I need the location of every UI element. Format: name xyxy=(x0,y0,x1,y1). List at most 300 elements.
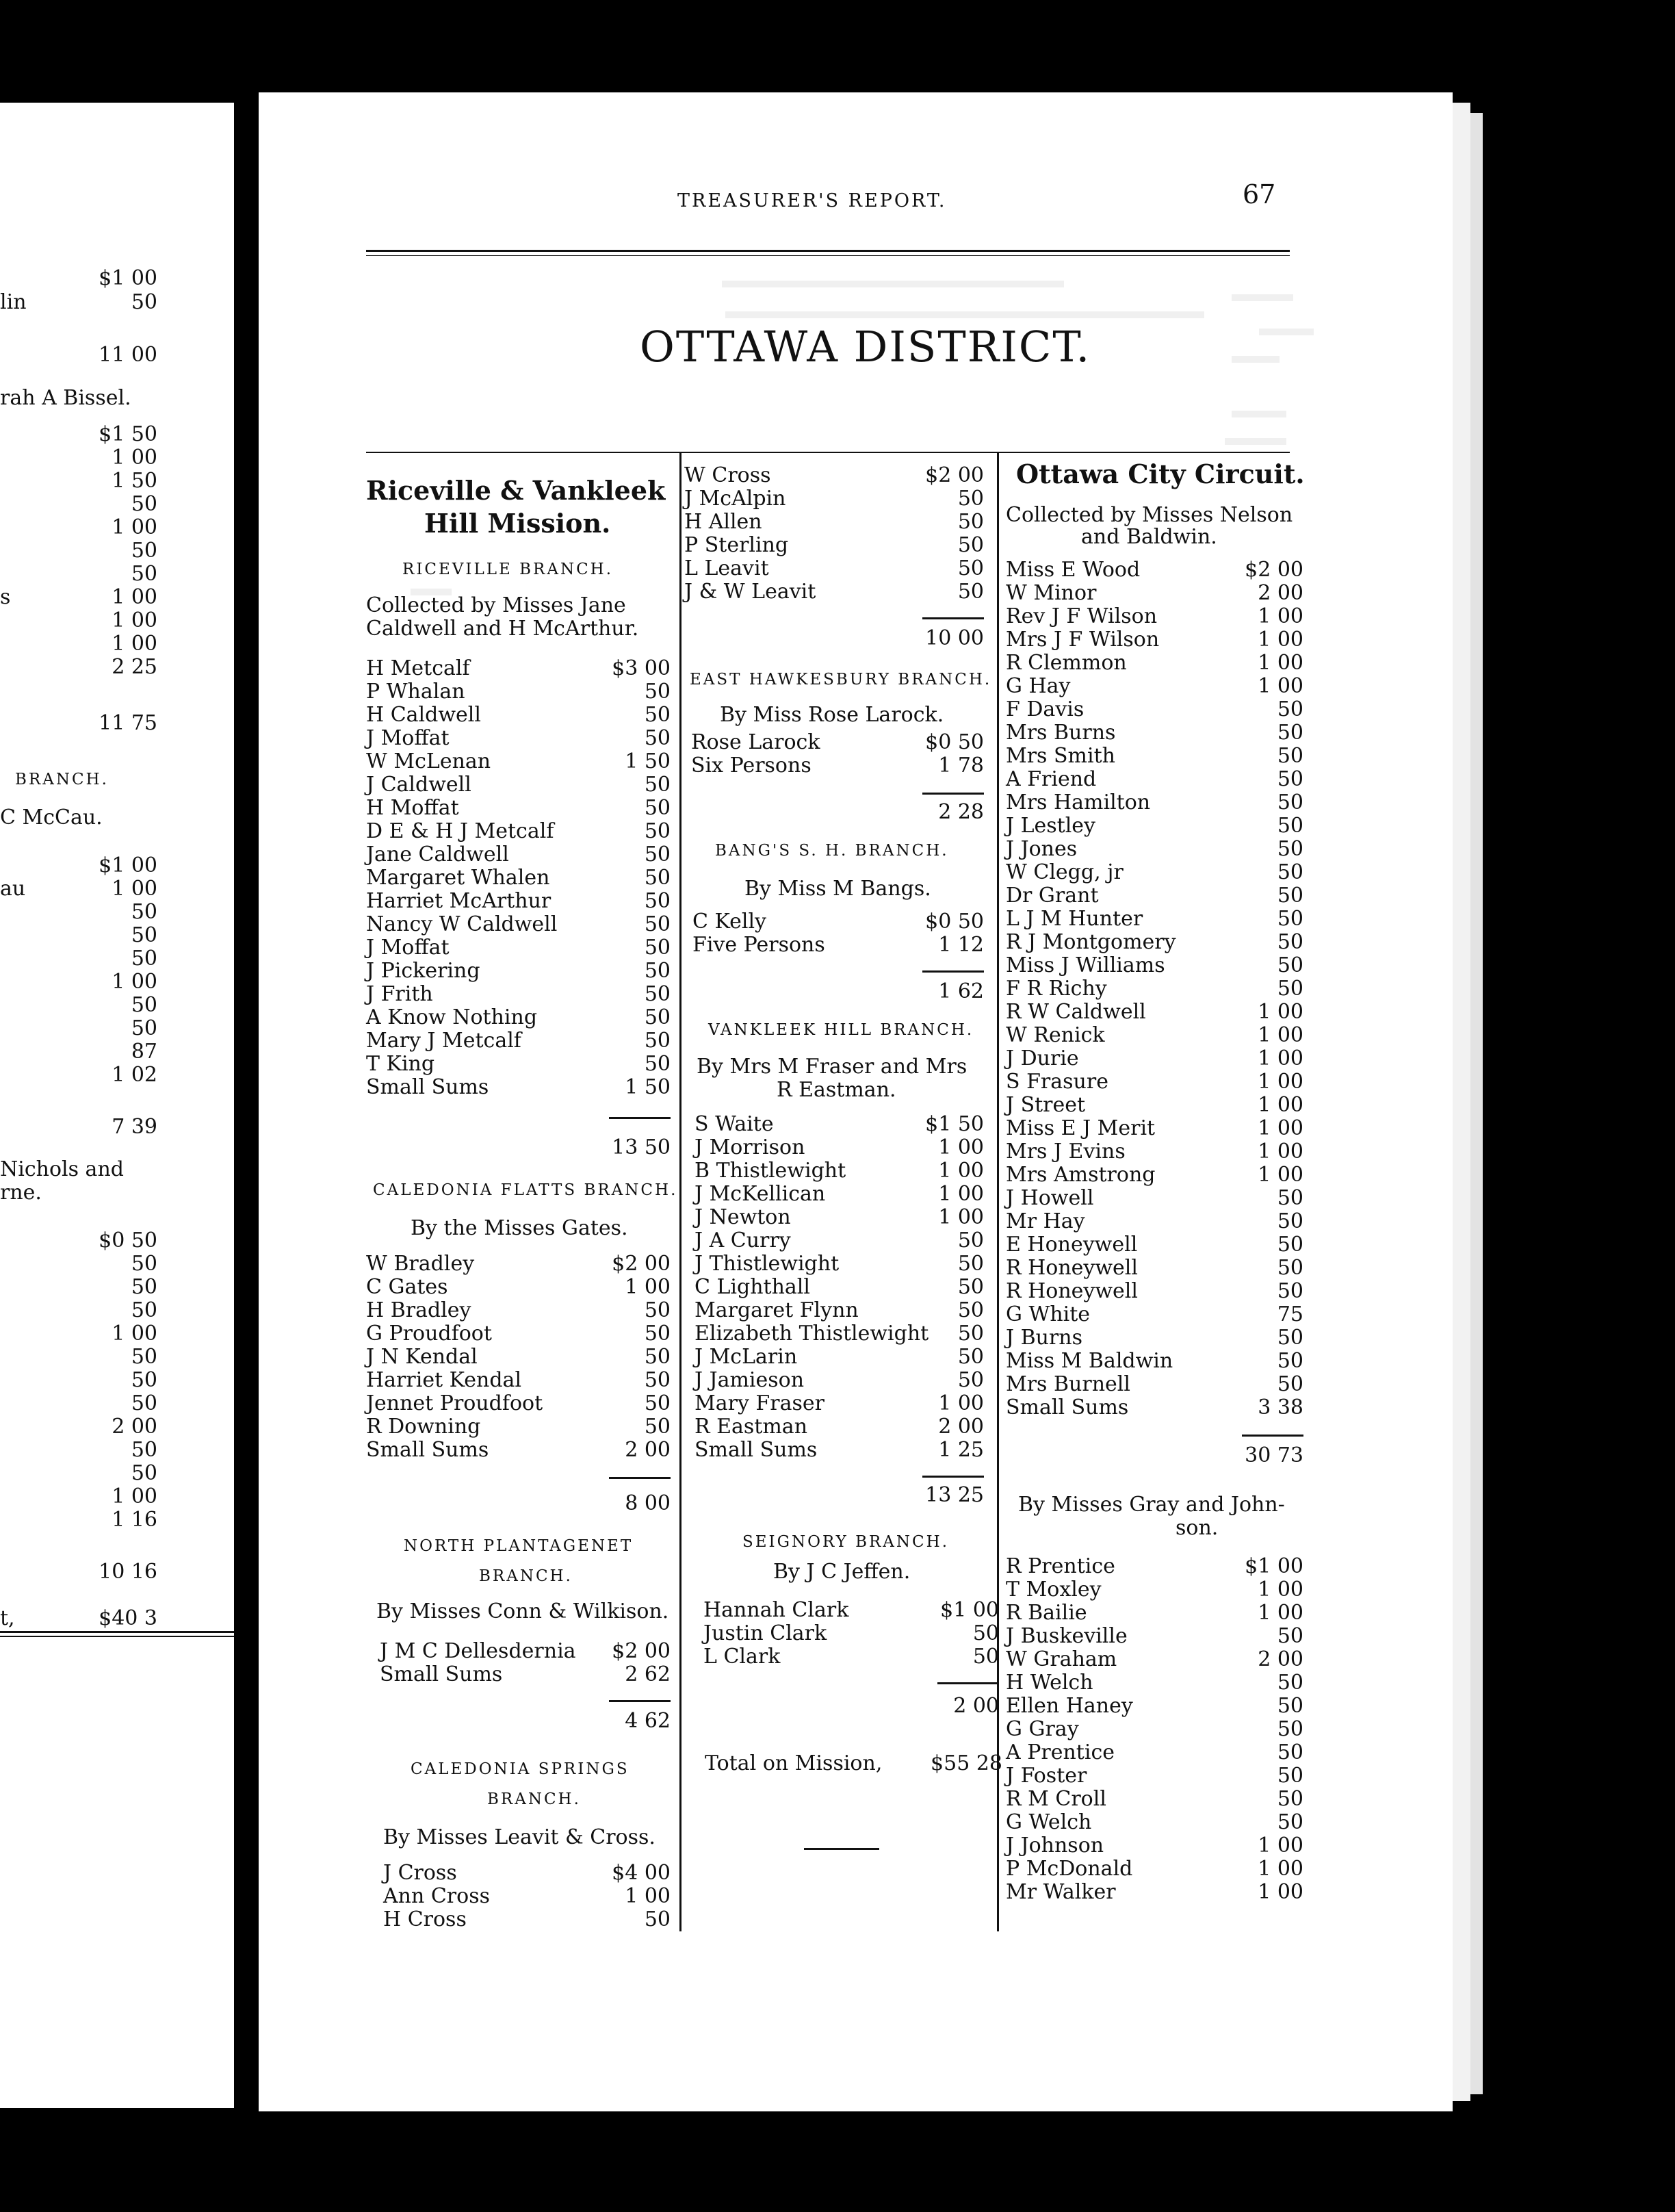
subtotal-amount: 2 00 xyxy=(953,1694,999,1718)
subtotal-amount: 30 73 xyxy=(1245,1443,1303,1467)
contributor-name: L Leavit xyxy=(684,556,769,580)
left-page-amount: $1 00 xyxy=(99,853,157,877)
amount: 50 xyxy=(644,680,671,704)
left-page-amount: 50 xyxy=(131,492,157,516)
contributor-name: J Pickering xyxy=(366,959,480,983)
amount: 1 00 xyxy=(1258,1093,1303,1117)
amount: 1 25 xyxy=(938,1438,984,1462)
header-rule-thin xyxy=(366,255,1290,256)
contributor-name: C Gates xyxy=(366,1275,448,1299)
amount: 50 xyxy=(1277,814,1303,838)
contributor-name: S Waite xyxy=(694,1112,774,1136)
contributor-name: L Clark xyxy=(703,1645,781,1669)
amount: 1 00 xyxy=(1258,1857,1303,1881)
contributor-name: H Moffat xyxy=(366,796,459,820)
contributor-name: R J Montgomery xyxy=(1006,930,1176,954)
left-page-text: s xyxy=(0,585,11,609)
contributor-name: R Downing xyxy=(366,1415,481,1439)
amount: 50 xyxy=(644,1345,671,1369)
branch-heading: BANG'S S. H. BRANCH. xyxy=(715,842,949,860)
subtotal-rule xyxy=(609,1700,671,1702)
amount: 1 00 xyxy=(938,1135,984,1159)
contributor-name: T King xyxy=(366,1052,435,1076)
amount: 50 xyxy=(1277,837,1303,861)
contributor-name: J Cross xyxy=(383,1861,457,1885)
left-page-amount: 1 00 xyxy=(112,1484,157,1508)
show-through-line xyxy=(1225,438,1286,445)
amount: 50 xyxy=(957,1252,984,1276)
amount: 1 00 xyxy=(938,1159,984,1183)
contributor-name: W McLenan xyxy=(366,749,491,773)
contributor-name: W Graham xyxy=(1006,1647,1117,1671)
amount: 1 00 xyxy=(1258,1578,1303,1602)
contributor-name: J Johnson xyxy=(1006,1834,1104,1857)
contributor-name: S Frasure xyxy=(1006,1070,1108,1094)
amount: 1 00 xyxy=(1258,674,1303,698)
contributor-name: Jane Caldwell xyxy=(366,843,509,866)
amount: 50 xyxy=(1277,860,1303,884)
contributor-name: Total on Mission, xyxy=(705,1751,883,1775)
amount: 1 00 xyxy=(1258,1046,1303,1070)
amount: 50 xyxy=(644,1052,671,1076)
contributor-name: R Clemmon xyxy=(1006,651,1127,675)
amount: 50 xyxy=(1277,1372,1303,1396)
amount: 50 xyxy=(1277,1186,1303,1210)
left-page-amount: 50 xyxy=(131,923,157,947)
amount: $55 28 xyxy=(931,1751,1002,1775)
amount: 50 xyxy=(1277,790,1303,814)
subtotal-amount: 13 50 xyxy=(612,1135,671,1159)
contributor-name: Miss J Williams xyxy=(1006,953,1165,977)
amount: 1 00 xyxy=(625,1884,671,1908)
amount: 50 xyxy=(1277,1764,1303,1788)
left-page-amount: 50 xyxy=(131,1391,157,1415)
contributor-name: Mrs J F Wilson xyxy=(1006,628,1160,652)
left-page-amount: 1 00 xyxy=(112,446,157,470)
contributor-name: G Gray xyxy=(1006,1717,1079,1741)
contributor-name: H Bradley xyxy=(366,1298,471,1322)
branch-heading: EAST HAWKESBURY BRANCH. xyxy=(690,671,992,689)
contributor-name: Mrs Hamilton xyxy=(1006,790,1151,814)
contributor-name: W Renick xyxy=(1006,1023,1105,1047)
contributor-name: J Foster xyxy=(1006,1764,1087,1788)
amount: $3 00 xyxy=(612,656,671,680)
contributor-name: Dr Grant xyxy=(1006,884,1099,908)
amount: 50 xyxy=(1277,1671,1303,1695)
amount: 50 xyxy=(1277,907,1303,931)
collector-line: R Eastman. xyxy=(777,1078,896,1102)
left-page-amount: 1 16 xyxy=(112,1508,157,1532)
amount: 1 00 xyxy=(938,1205,984,1229)
contributor-name: W Minor xyxy=(1006,581,1097,605)
subtotal-amount: 4 62 xyxy=(625,1709,671,1733)
left-page-amount: 1 02 xyxy=(112,1063,157,1087)
amount: 50 xyxy=(957,1368,984,1392)
amount: 50 xyxy=(644,1391,671,1415)
collector-line: By Miss Rose Larock. xyxy=(720,703,944,727)
left-page-amount: 50 xyxy=(131,1016,157,1040)
left-page-text: C McCau. xyxy=(0,806,103,830)
contributor-name: Ann Cross xyxy=(383,1884,490,1908)
amount: 50 xyxy=(644,1029,671,1053)
subtotal-amount: 1 62 xyxy=(938,979,984,1003)
left-page-text: rne. xyxy=(0,1181,42,1205)
amount: 1 50 xyxy=(625,1075,671,1099)
amount: 50 xyxy=(644,1298,671,1322)
subtotal-amount: 10 00 xyxy=(925,626,984,650)
amount: 50 xyxy=(644,959,671,983)
amount: 50 xyxy=(644,1322,671,1346)
left-page-amount: $1 00 xyxy=(99,266,157,290)
amount: 1 00 xyxy=(1258,1000,1303,1024)
amount: 50 xyxy=(1277,1787,1303,1811)
amount: 50 xyxy=(1277,1233,1303,1257)
contributor-name: H Cross xyxy=(383,1907,467,1931)
collector-line: Collected by Misses Jane xyxy=(366,593,626,617)
amount: 50 xyxy=(1277,744,1303,768)
contributor-name: Rose Larock xyxy=(691,730,820,754)
contributor-name: J N Kendal xyxy=(366,1345,478,1369)
contributor-name: R W Caldwell xyxy=(1006,1000,1146,1024)
collector-line: By Misses Conn & Wilkison. xyxy=(376,1599,669,1623)
contributor-name: Nancy W Caldwell xyxy=(366,912,558,936)
amount: 50 xyxy=(957,487,984,511)
amount: 50 xyxy=(644,773,671,797)
amount: 50 xyxy=(644,703,671,727)
contributor-name: R Bailie xyxy=(1006,1601,1087,1625)
amount: 1 00 xyxy=(1258,1116,1303,1140)
contributor-name: G Hay xyxy=(1006,674,1071,698)
left-page-amount: 50 xyxy=(131,1345,157,1369)
collector-line: By Misses Leavit & Cross. xyxy=(383,1825,655,1849)
contributor-name: H Welch xyxy=(1006,1671,1093,1695)
amount: 50 xyxy=(1277,1326,1303,1350)
left-page-amount: $1 50 xyxy=(99,422,157,446)
amount: 50 xyxy=(644,1368,671,1392)
left-page-amount: 50 xyxy=(131,900,157,924)
amount: 1 00 xyxy=(1258,1880,1303,1904)
contributor-name: J Street xyxy=(1006,1093,1086,1117)
collector-line: By Misses Gray and John- xyxy=(1018,1493,1285,1517)
contributor-name: Six Persons xyxy=(691,754,811,777)
contributor-name: J A Curry xyxy=(694,1229,791,1252)
amount: 50 xyxy=(1277,1717,1303,1741)
contributor-name: Small Sums xyxy=(694,1438,818,1462)
amount: 50 xyxy=(644,912,671,936)
collector-line: and Baldwin. xyxy=(1081,525,1217,549)
left-page-amount: 11 00 xyxy=(99,343,157,367)
contributor-name: Margaret Whalen xyxy=(366,866,550,890)
subtotal-rule xyxy=(609,1117,671,1119)
collector-line: By Mrs M Fraser and Mrs xyxy=(697,1055,968,1079)
branch-heading: VANKLEEK HILL BRANCH. xyxy=(708,1021,974,1039)
left-page-amount: 50 xyxy=(131,1298,157,1322)
contributor-name: J Durie xyxy=(1006,1046,1079,1070)
subtotal-rule xyxy=(609,1477,671,1479)
contributor-name: J McAlpin xyxy=(684,487,786,511)
contributor-name: J Newton xyxy=(694,1205,791,1229)
left-page-amount: 7 39 xyxy=(112,1115,157,1139)
contributor-name: J Lestley xyxy=(1006,814,1095,838)
contributor-name: Miss E Wood xyxy=(1006,558,1141,582)
subtotal-rule xyxy=(922,970,984,973)
show-through-line xyxy=(1232,294,1293,301)
left-page-text: rah A Bissel. xyxy=(0,386,131,410)
collector-line: By the Misses Gates. xyxy=(411,1216,628,1240)
left-page-amount: 1 00 xyxy=(112,970,157,994)
section-title: OTTAWA DISTRICT. xyxy=(640,322,1091,372)
amount: 50 xyxy=(1277,930,1303,954)
contributor-name: W Clegg, jr xyxy=(1006,860,1124,884)
amount: 50 xyxy=(644,1415,671,1439)
branch-heading: RICEVILLE BRANCH. xyxy=(402,561,614,578)
show-through-line xyxy=(1232,411,1286,417)
amount: 50 xyxy=(1277,1624,1303,1648)
section-heading: Ottawa City Circuit. xyxy=(1016,459,1305,489)
left-page-amount: 50 xyxy=(131,290,157,314)
contributor-name: W Bradley xyxy=(366,1252,475,1276)
page-number: 67 xyxy=(1243,179,1276,209)
contributor-name: J Jones xyxy=(1006,837,1078,861)
subtotal-rule xyxy=(937,1682,999,1684)
amount: 50 xyxy=(1277,1349,1303,1373)
left-page-text: BRANCH. xyxy=(15,771,109,788)
contributor-name: T Moxley xyxy=(1006,1578,1102,1602)
amount: 50 xyxy=(1277,953,1303,977)
amount: 1 00 xyxy=(1258,628,1303,652)
contributor-name: Mrs Amstrong xyxy=(1006,1163,1156,1187)
amount: 50 xyxy=(957,1298,984,1322)
contributor-name: J Caldwell xyxy=(366,773,471,797)
amount: 50 xyxy=(1277,697,1303,721)
amount: 2 00 xyxy=(1258,581,1303,605)
subtotal-amount: 13 25 xyxy=(925,1483,984,1507)
subtotal-rule xyxy=(922,1476,984,1478)
branch-heading: BRANCH. xyxy=(487,1790,581,1808)
contributor-name: Five Persons xyxy=(692,933,825,957)
contributor-name: Small Sums xyxy=(366,1438,489,1462)
branch-heading: NORTH PLANTAGENET xyxy=(404,1537,634,1555)
contributor-name: J Moffat xyxy=(366,726,450,750)
amount: 50 xyxy=(644,982,671,1006)
header-rule xyxy=(366,250,1290,252)
collector-line: Caldwell and H McArthur. xyxy=(366,617,639,641)
page-edge xyxy=(1470,113,1483,2094)
amount: 50 xyxy=(1277,1810,1303,1834)
amount: 50 xyxy=(957,580,984,604)
amount: 2 62 xyxy=(625,1662,671,1686)
amount: $2 00 xyxy=(925,463,984,487)
amount: 50 xyxy=(644,866,671,890)
amount: $1 00 xyxy=(1245,1554,1303,1578)
left-page-amount: $40 3 xyxy=(99,1606,157,1630)
contributor-name: H Allen xyxy=(684,510,762,534)
amount: 1 00 xyxy=(1258,651,1303,675)
contributor-name: R M Croll xyxy=(1006,1787,1106,1811)
amount: 50 xyxy=(1277,1279,1303,1303)
contributor-name: J McLarin xyxy=(694,1345,798,1369)
running-head: TREASURER'S REPORT. xyxy=(677,190,947,211)
amount: 3 38 xyxy=(1258,1396,1303,1419)
subtotal-amount: 2 28 xyxy=(938,800,984,824)
contributor-name: G Welch xyxy=(1006,1810,1092,1834)
branch-heading: SEIGNORY BRANCH. xyxy=(742,1533,950,1551)
left-page-amount: 1 00 xyxy=(112,632,157,656)
amount: 1 00 xyxy=(1258,1023,1303,1047)
contributor-name: A Friend xyxy=(1006,767,1097,791)
contributor-name: A Prentice xyxy=(1006,1740,1115,1764)
amount: 1 00 xyxy=(938,1391,984,1415)
amount: 50 xyxy=(972,1645,999,1669)
contributor-name: C Kelly xyxy=(692,910,766,934)
amount: 2 00 xyxy=(625,1438,671,1462)
left-page-text: lin xyxy=(0,290,27,314)
left-page-amount: 50 xyxy=(131,1461,157,1485)
show-through-line xyxy=(722,281,1064,287)
left-page-amount: 87 xyxy=(131,1040,157,1064)
contributor-name: Jennet Proudfoot xyxy=(366,1391,543,1415)
collector-line: Collected by Misses Nelson xyxy=(1006,503,1293,527)
branch-heading: BRANCH. xyxy=(479,1567,573,1585)
contributor-name: H Metcalf xyxy=(366,656,470,680)
amount: $1 00 xyxy=(940,1598,999,1622)
contributor-name: Small Sums xyxy=(366,1075,489,1099)
left-page-amount: 1 00 xyxy=(112,1322,157,1346)
amount: 1 00 xyxy=(1258,1070,1303,1094)
amount: 50 xyxy=(1277,1209,1303,1233)
amount: 50 xyxy=(644,843,671,866)
contributor-name: R Honeywell xyxy=(1006,1256,1138,1280)
left-page-rule xyxy=(0,1631,234,1633)
left-page-amount: 50 xyxy=(131,562,157,586)
left-page-amount: 50 xyxy=(131,1368,157,1392)
amount: $2 00 xyxy=(612,1252,671,1276)
table-top-rule xyxy=(366,452,1290,453)
contributor-name: Justin Clark xyxy=(703,1621,827,1645)
contributor-name: F R Richy xyxy=(1006,977,1107,1001)
contributor-name: G Proudfoot xyxy=(366,1322,492,1346)
contributor-name: Elizabeth Thistlewight xyxy=(694,1322,929,1346)
contributor-name: Small Sums xyxy=(1006,1396,1129,1419)
amount: 50 xyxy=(957,1322,984,1346)
contributor-name: G White xyxy=(1006,1302,1091,1326)
contributor-name: C Lighthall xyxy=(694,1275,810,1299)
contributor-name: J M C Dellesdernia xyxy=(380,1639,576,1663)
collector-line: By J C Jeffen. xyxy=(773,1560,911,1584)
contributor-name: D E & H J Metcalf xyxy=(366,819,554,843)
contributor-name: A Know Nothing xyxy=(366,1005,538,1029)
contributor-name: J Thistlewight xyxy=(694,1252,840,1276)
amount: 50 xyxy=(1277,977,1303,1001)
contributor-name: Harriet Kendal xyxy=(366,1368,522,1392)
contributor-name: Mrs J Evins xyxy=(1006,1140,1126,1163)
contributor-name: L J M Hunter xyxy=(1006,907,1143,931)
amount: 1 00 xyxy=(1258,604,1303,628)
left-page-text: au xyxy=(0,877,26,901)
contributor-name: J McKellican xyxy=(694,1182,826,1206)
amount: 1 00 xyxy=(1258,1163,1303,1187)
amount: 50 xyxy=(972,1621,999,1645)
amount: 50 xyxy=(1277,884,1303,908)
contributor-name: Harriet McArthur xyxy=(366,889,551,913)
contributor-name: J Howell xyxy=(1006,1186,1094,1210)
contributor-name: J Burns xyxy=(1006,1326,1082,1350)
section-heading: Riceville & Vankleek xyxy=(366,475,666,506)
end-rule xyxy=(804,1848,879,1850)
contributor-name: R Eastman xyxy=(694,1415,808,1439)
amount: 2 00 xyxy=(1258,1647,1303,1671)
left-page-amount: $0 50 xyxy=(99,1229,157,1252)
left-page-amount: 1 00 xyxy=(112,877,157,901)
amount: 50 xyxy=(957,1345,984,1369)
branch-heading: CALEDONIA FLATTS BRANCH. xyxy=(373,1181,678,1199)
contributor-name: B Thistlewight xyxy=(694,1159,846,1183)
amount: 1 00 xyxy=(625,1275,671,1299)
contributor-name: Margaret Flynn xyxy=(694,1298,859,1322)
contributor-name: J Frith xyxy=(366,982,433,1006)
left-page-amount: 1 00 xyxy=(112,585,157,609)
left-page-amount: 1 00 xyxy=(112,515,157,539)
amount: 1 00 xyxy=(938,1182,984,1206)
amount: 50 xyxy=(644,1907,671,1931)
amount: 1 78 xyxy=(938,754,984,777)
amount: 1 50 xyxy=(625,749,671,773)
amount: $0 50 xyxy=(925,730,984,754)
subtotal-rule xyxy=(922,793,984,795)
left-page-amount: 50 xyxy=(131,947,157,970)
left-page-amount: 2 25 xyxy=(112,655,157,679)
column-divider xyxy=(679,453,681,1931)
contributor-name: P Sterling xyxy=(684,533,789,557)
amount: 50 xyxy=(644,796,671,820)
left-page-amount: 50 xyxy=(131,1275,157,1299)
left-page-text: Nichols and xyxy=(0,1157,124,1181)
collector-line: son. xyxy=(1176,1516,1219,1540)
left-page-amount: 50 xyxy=(131,539,157,563)
contributor-name: R Prentice xyxy=(1006,1554,1115,1578)
section-heading: Hill Mission. xyxy=(424,508,611,539)
left-page-amount: 50 xyxy=(131,993,157,1017)
contributor-name: Mary Fraser xyxy=(694,1391,824,1415)
amount: 50 xyxy=(957,510,984,534)
left-page-amount: 10 16 xyxy=(99,1560,157,1584)
amount: 1 00 xyxy=(1258,1140,1303,1163)
left-page-amount: 2 00 xyxy=(112,1415,157,1439)
contributor-name: Mrs Smith xyxy=(1006,744,1115,768)
contributor-name: J Buskeville xyxy=(1006,1624,1128,1648)
contributor-name: Miss M Baldwin xyxy=(1006,1349,1173,1373)
left-page-amount: 11 75 xyxy=(99,711,157,735)
contributor-name: J & W Leavit xyxy=(684,580,816,604)
contributor-name: F Davis xyxy=(1006,697,1085,721)
amount: 50 xyxy=(1277,1694,1303,1718)
contributor-name: Rev J F Wilson xyxy=(1006,604,1158,628)
contributor-name: W Cross xyxy=(684,463,771,487)
contributor-name: Mrs Burns xyxy=(1006,721,1116,745)
amount: 1 00 xyxy=(1258,1834,1303,1857)
contributor-name: H Caldwell xyxy=(366,703,481,727)
amount: 2 00 xyxy=(938,1415,984,1439)
contributor-name: Mr Hay xyxy=(1006,1209,1085,1233)
amount: $2 00 xyxy=(612,1639,671,1663)
amount: $1 50 xyxy=(925,1112,984,1136)
amount: 50 xyxy=(644,819,671,843)
amount: 50 xyxy=(957,1275,984,1299)
amount: 50 xyxy=(957,533,984,557)
contributor-name: Mary J Metcalf xyxy=(366,1029,521,1053)
amount: 50 xyxy=(644,726,671,750)
contributor-name: E Honeywell xyxy=(1006,1233,1138,1257)
